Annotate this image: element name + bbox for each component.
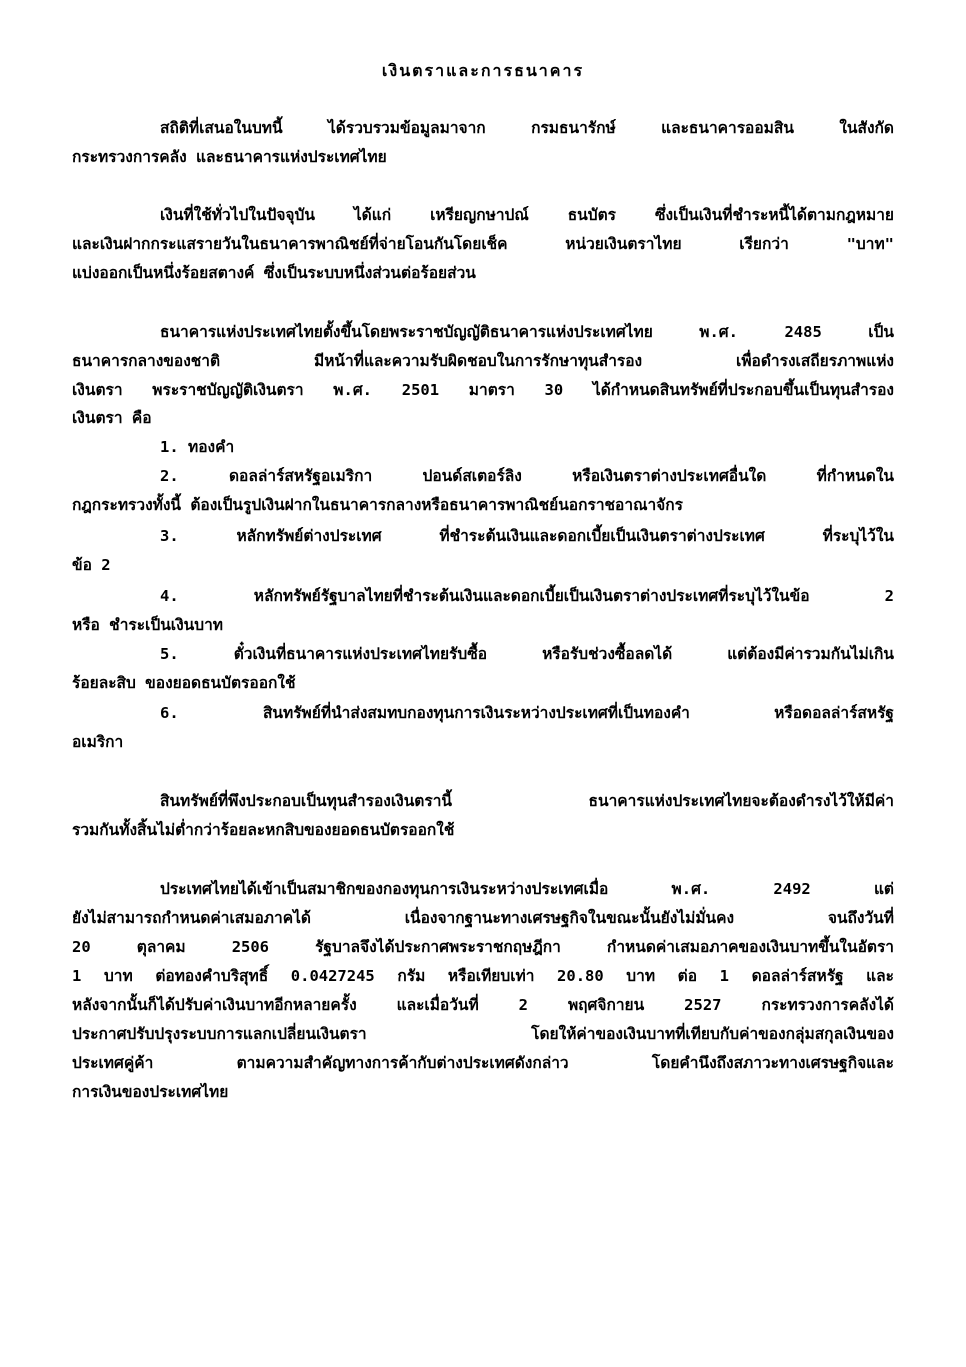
list-item-4-line-1: 4. หลักทรัพย์รัฐบาลไทยที่ชำระต้นเงินและดอกเบี้ยเป็นเงินตราต่างประเทศที่ระบุไว้ในข้อ 2 [160,587,894,605]
paragraph-2-line-1: เงินที่ใช้ทั่วไปในปัจจุบัน ได้แก่ เหรียญกษาปณ์ ธนบัตร ซึ่งเป็นเงินที่ชำระหนี้ได้ตามกฎหมาย [160,206,894,224]
paragraph-5-line-4: 1 บาท ต่อทองคำบริสุทธิ์ 0.0427245 กรัม หรือเทียบเท่า 20.80 บาท ต่อ 1 ดอลล่าร์สหรัฐ และ [72,967,894,985]
paragraph-5-line-7: ประเทศคู่ค้า ตามความสำคัญทางการค้ากับต่างประเทศดังกล่าว โดยคำนึงถึงสภาวะทางเศรษฐกิจและ [72,1054,894,1072]
list-item-3-line-1: 3. หลักทรัพย์ต่างประเทศ ที่ชำระต้นเงินและดอกเบี้ยเป็นเงินตราต่างประเทศ ที่ระบุไว้ใน [160,527,894,545]
paragraph-3-line-3: เงินตรา พระราชบัญญัติเงินตรา พ.ศ. 2501 มาตรา 30 ได้กำหนดสินทรัพย์ที่ประกอบขึ้นเป็นทุนสำรอง [72,381,894,399]
list-item-2-line-2: กฎกระทรวงทั้งนี้ ต้องเป็นรูปเงินฝากในธนาคารกลางหรือธนาคารพาณิชย์นอกราชอาณาจักร [72,496,683,514]
paragraph-2-line-3: แบ่งออกเป็นหนึ่งร้อยสตางค์ ซึ่งเป็นระบบหนึ่งส่วนต่อร้อยส่วน [72,264,476,282]
list-item-3-line-2: ข้อ 2 [72,556,111,574]
paragraph-1-line-2: กระทรวงการคลัง และธนาคารแห่งประเทศไทย [72,148,387,166]
paragraph-5-line-5: หลังจากนั้นก็ได้ปรับค่าเงินบาทอีกหลายครั้ง และเมื่อวันที่ 2 พฤศจิกายน 2527 กระทรวงการคลังได้ [72,996,894,1014]
paragraph-5-line-6: ประกาศปรับปรุงระบบการแลกเปลี่ยนเงินตรา โดยให้ค่าของเงินบาทที่เทียบกับค่าของกลุ่มสกุลเงินของ [72,1025,894,1043]
paragraph-4-line-1: สินทรัพย์ที่พึงประกอบเป็นทุนสำรองเงินตรานี้ ธนาคารแห่งประเทศไทยจะต้องดำรงไว้ให้มีค่า [160,792,894,810]
paragraph-1-line-1: สถิติที่เสนอในบทนี้ ได้รวบรวมข้อมูลมาจาก กรมธนารักษ์ และธนาคารออมสิน ในสังกัด [160,119,894,137]
paragraph-3-line-4: เงินตรา คือ [72,409,152,427]
list-item-5-line-2: ร้อยละสิบ ของยอดธนบัตรออกใช้ [72,674,296,692]
paragraph-5-line-2: ยังไม่สามารถกำหนดค่าเสมอภาคได้ เนื่องจากฐานะทางเศรษฐกิจในขณะนั้นยังไม่มั่นคง จนถึงวันที่ [72,909,894,927]
list-item-6-line-1: 6. สินทรัพย์ที่นำส่งสมทบกองทุนการเงินระหว่างประเทศที่เป็นทองคำ หรือดอลล่าร์สหรัฐ [160,704,894,722]
page-title: เงินตราและการธนาคาร [381,61,585,80]
paragraph-5-line-8: การเงินของประเทศไทย [72,1083,229,1101]
list-item-5-line-1: 5. ตั๋วเงินที่ธนาคารแห่งประเทศไทยรับซื้อ หรือรับช่วงซื้อลดได้ แต่ต้องมีค่ารวมกันไม่เกิน [160,645,894,663]
paragraph-4-line-2: รวมกันทั้งสิ้นไม่ต่ำกว่าร้อยละหกสิบของยอดธนบัตรออกใช้ [72,821,455,839]
list-item-4-line-2: หรือ ชำระเป็นเงินบาท [72,616,224,634]
list-item-1: 1. ทองคำ [160,438,235,456]
paragraph-3-line-1: ธนาคารแห่งประเทศไทยตั้งขึ้นโดยพระราชบัญญัติธนาคารแห่งประเทศไทย พ.ศ. 2485 เป็น [160,323,894,341]
paragraph-3-line-2: ธนาคารกลางของชาติ มีหน้าที่และความรับผิดชอบในการรักษาทุนสำรอง เพื่อดำรงเสถียรภาพแห่ง [72,352,894,370]
paragraph-5-line-3: 20 ตุลาคม 2506 รัฐบาลจึงได้ประกาศพระราชกฤษฎีกา กำหนดค่าเสมอภาคของเงินบาทขึ้นในอัตรา [72,938,894,956]
list-item-2-line-1: 2. ดอลล่าร์สหรัฐอเมริกา ปอนด์สเตอร์ลิง หรือเงินตราต่างประเทศอื่นใด ที่กำหนดใน [160,467,894,485]
paragraph-5-line-1: ประเทศไทยได้เข้าเป็นสมาชิกของกองทุนการเงินระหว่างประเทศเมื่อ พ.ศ. 2492 แต่ [160,880,894,898]
paragraph-2-line-2: และเงินฝากกระแสรายวันในธนาคารพาณิชย์ที่จ่ายโอนกันโดยเช็ค หน่วยเงินตราไทย เรียกว่า "บาท" [72,235,894,253]
list-item-6-line-2: อเมริกา [72,733,124,751]
